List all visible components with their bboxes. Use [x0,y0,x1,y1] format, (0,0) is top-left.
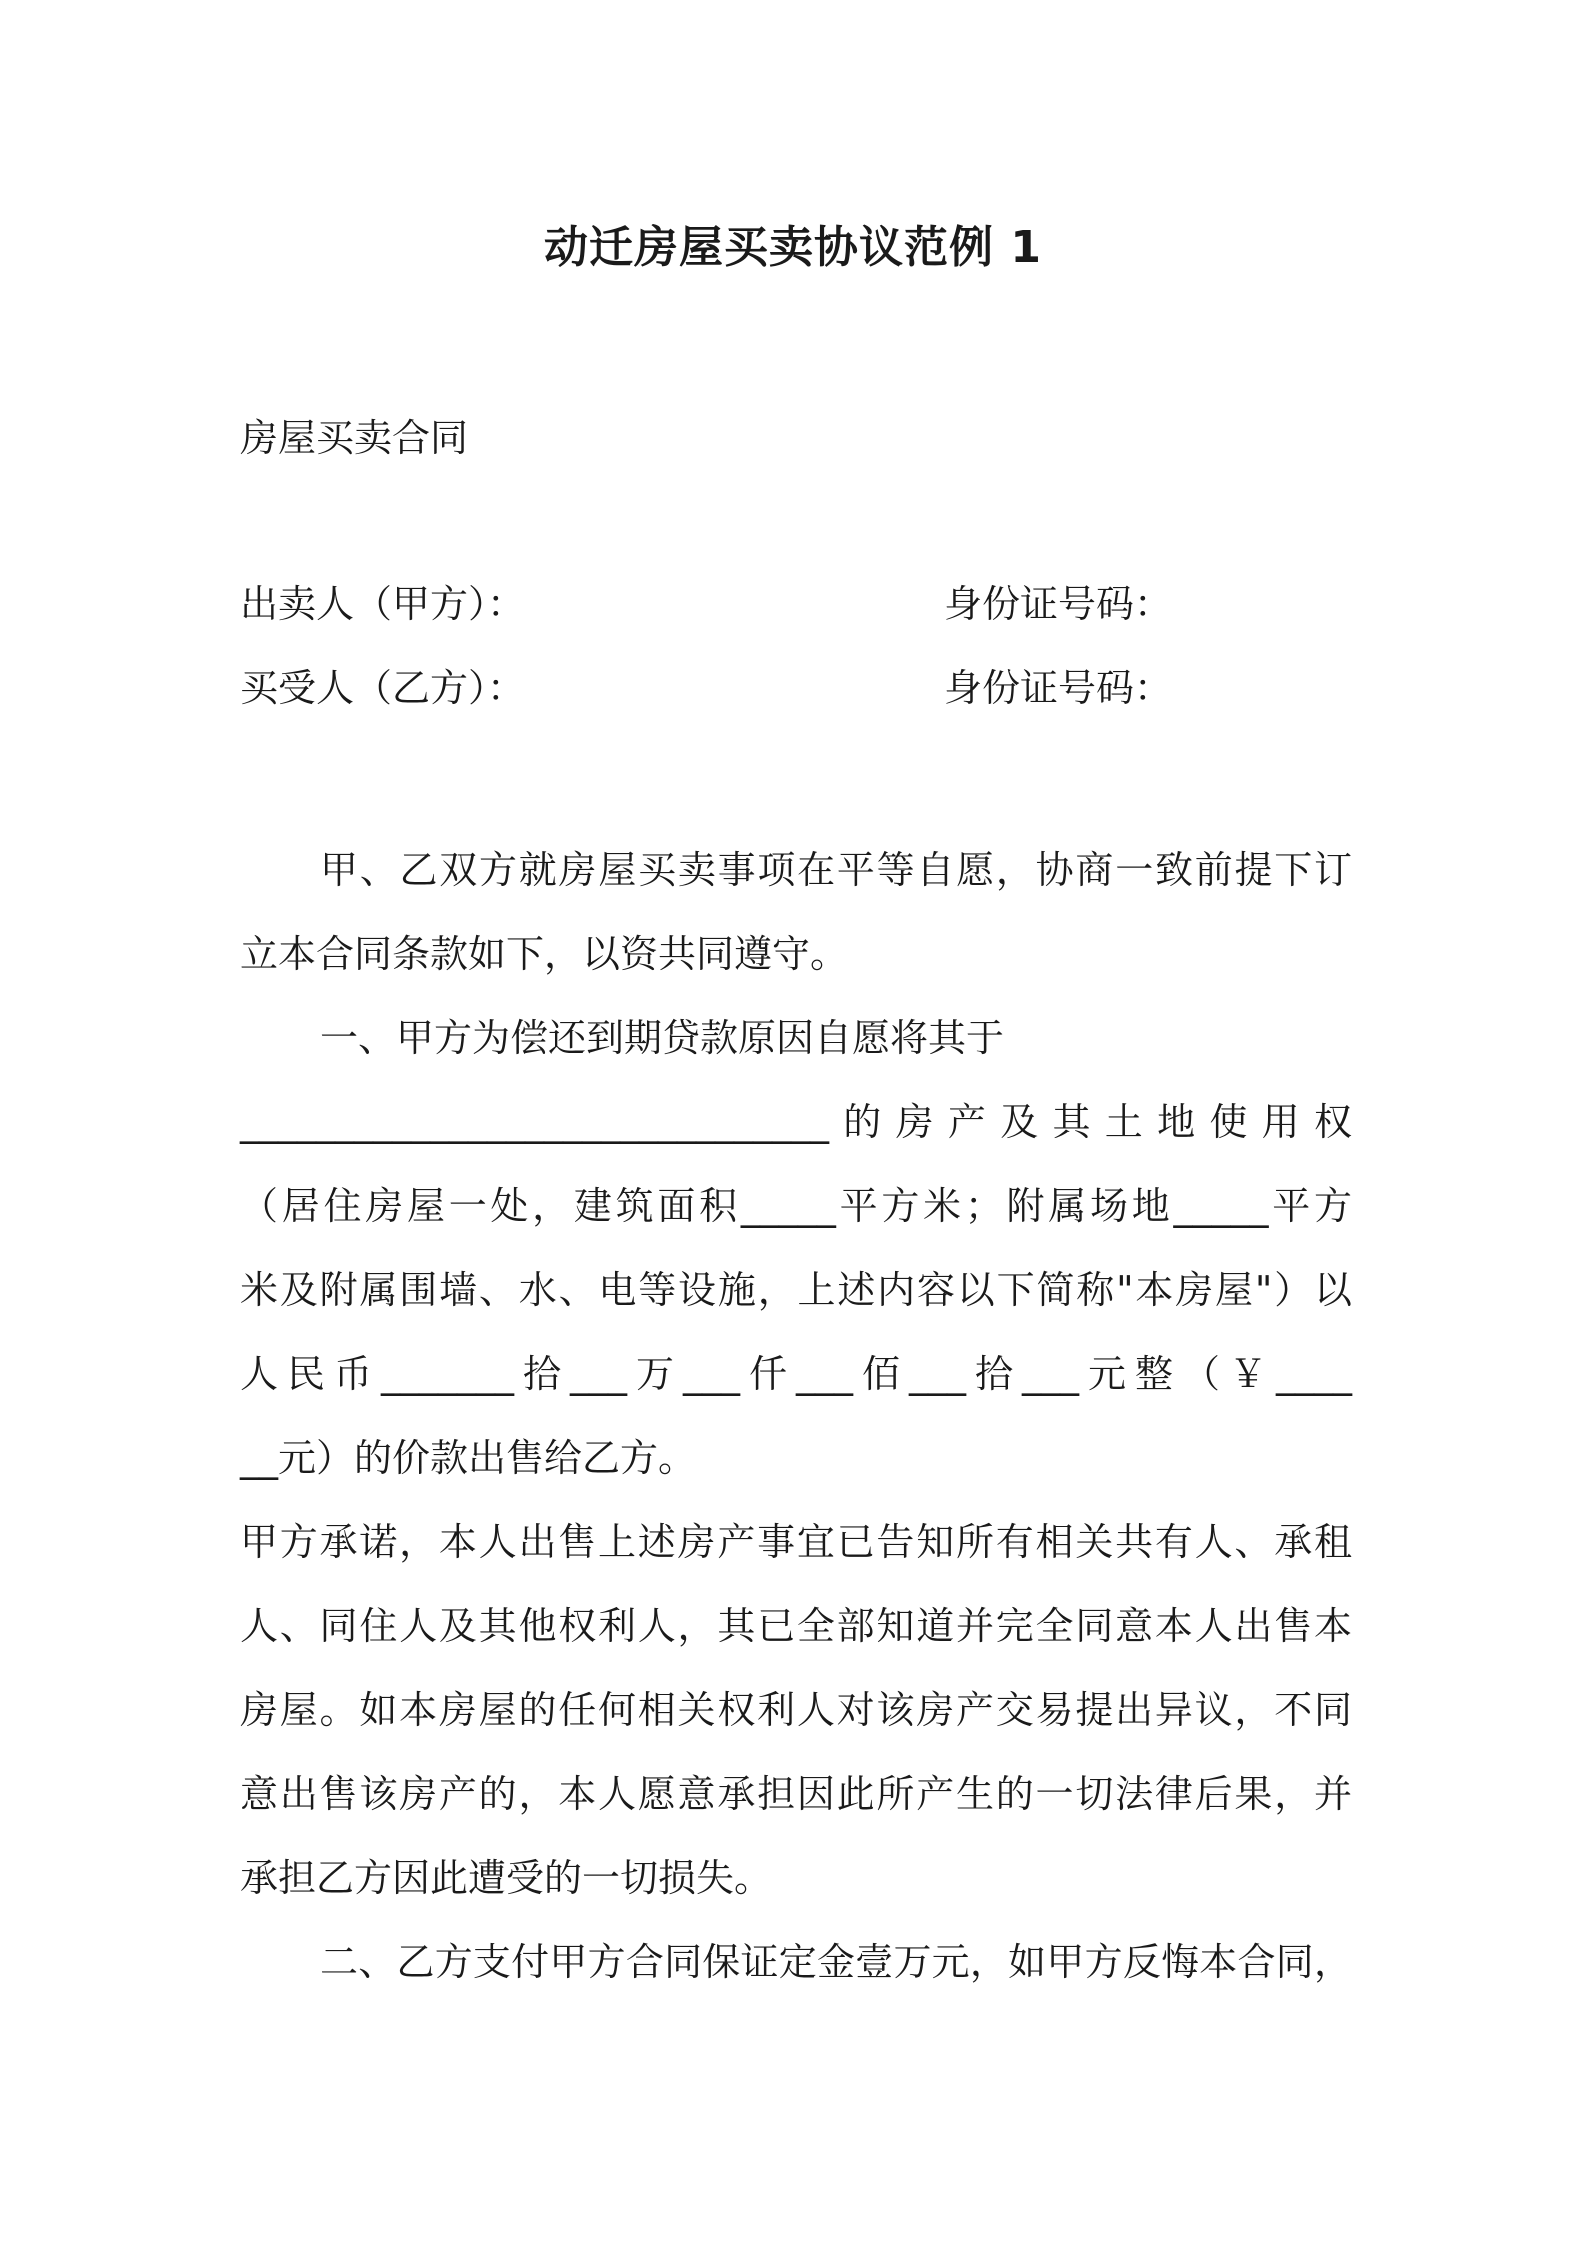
buyer-id-label: 身份证号码： [944,666,1173,710]
contract-subtitle: 房屋买卖合同 [240,416,469,460]
paragraph-line: 一、甲方为偿还到期贷款原因自愿将其于 [320,1016,1005,1060]
paragraph-line: 立本合同条款如下，以资共同遵守。 [240,932,849,976]
paragraph-line: 人民币_______拾___万___仟___佰___拾___元整（￥____ [240,1352,1352,1396]
paragraph-line: 二、乙方支付甲方合同保证定金壹万元，如甲方反悔本合同， [320,1940,1352,1984]
paragraph-line: 房屋。如本房屋的任何相关权利人对该房产交易提出异议，不同 [240,1688,1352,1732]
paragraph-line: 人、同住人及其他权利人，其已全部知道并完全同意本人出售本 [240,1604,1352,1648]
paragraph-line: 甲方承诺，本人出售上述房产事宜已告知所有相关共有人、承租 [240,1520,1352,1564]
paragraph-line: 甲、乙双方就房屋买卖事项在平等自愿，协商一致前提下订 [320,848,1352,892]
paragraph-line: _______________________________的房产及其土地使用权 [240,1100,1352,1144]
paragraph-line: （居住房屋一处，建筑面积_____平方米；附属场地_____平方 [240,1184,1352,1228]
paragraph-line: __元）的价款出售给乙方。 [240,1436,697,1480]
paragraph-line: 意出售该房产的，本人愿意承担因此所产生的一切法律后果，并 [240,1772,1352,1816]
seller-id-label: 身份证号码： [944,582,1173,626]
seller-label: 出卖人（甲方）： [240,582,526,626]
paragraph-line: 米及附属围墙、水、电等设施，上述内容以下简称"本房屋"）以 [240,1268,1352,1312]
document-title: 动迁房屋买卖协议范例 1 [544,222,1042,273]
contract-body [240,828,1352,2004]
paragraph-line: 承担乙方因此遭受的一切损失。 [240,1856,773,1900]
buyer-label: 买受人（乙方）： [240,666,526,710]
